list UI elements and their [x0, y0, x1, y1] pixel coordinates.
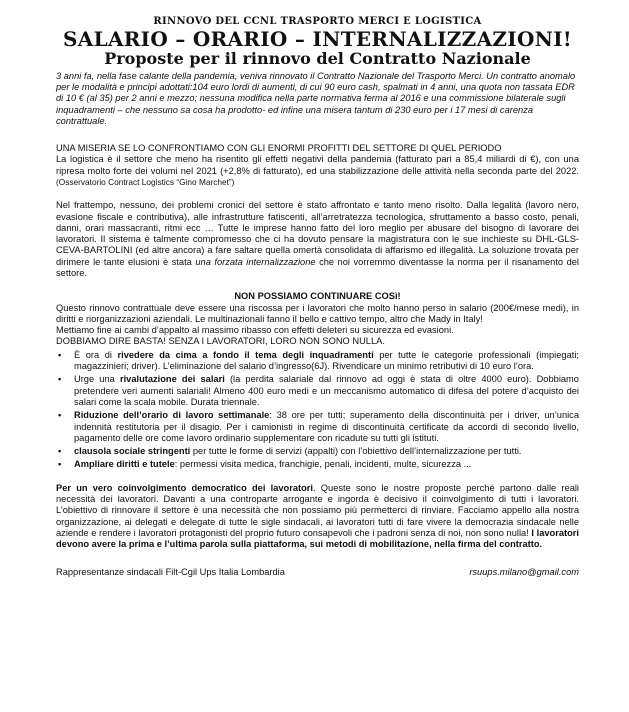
list-item [58, 374, 579, 408]
section2-body [56, 200, 579, 279]
list-item-bold: rivalutazione dei salari [119, 374, 225, 385]
contact-email: rsuups.milano@gmail.com [469, 566, 579, 577]
intro-paragraph: 3 anni fa, nella fase calante della pandemia, veniva rinnovato il Contratto Nazionale del Trasporto Merci. Un contratto anomalo per le modalità e principi adottati:104 euro lordi di aumenti, di cui 90 euro cash, spalmati in 4 anni, una quota non tassata EDR di 10 € (al 35) per 2 anni e mezzo; nessuna modifica nella parte normativa ferma al 2016 e una commissione bilaterale sugli inquadramenti – che nessuno sa cosa ha prodotto- ed infine una misera tantum di 230 euro per i 17 mesi di carenza contrattuale. [56, 71, 576, 126]
section3-heading: NON POSSIAMO CONTINUARE COSì! [234, 291, 401, 302]
list-item-bold: clausola sociale stringenti [74, 446, 191, 457]
section1-text: La logistica è il settore che meno ha risentito gli effetti negativi della pandemia (fatturato pari a 85,4 miliardi di €), con una ripresa molto forte dei volumi nel 2021 (+2,8% di fatturato), ed una stabilizzazione delle attività nella seconda parte del 2022. [56, 154, 579, 176]
bullet-icon: • [58, 446, 62, 457]
page-subtitle: Proposte per il rinnovo del Contratto Nazionale [104, 49, 531, 68]
section3-paragraph-2: Mettiamo fine ai cambi d’appalto al massimo ribasso con effetti deleteri su sicurezza ed evasioni. [56, 325, 454, 336]
section2-text-a: Nel frattempo, nessuno, dei problemi cronici del settore è stato affrontato e tanto meno risolto. Dalla legalità (lavoro nero, evasione fiscale e contributiva), alle infrastrutture fatiscenti, all’arretratezza tecnologica, sfruttamento a basso costo, penali, danni, orari massacranti, ritmi ecc … Tutte le imprese hanno fatto del loro meglio per abusare del bisogno di lavorare dei lavoratori. Il sistema è talmente compromesso che ci ha dovuto pensare la magistratura con le sue inchieste su DHL-GLS-CEVA-BARTOLINI (ed altre ancora) a fare saltare quella omertà consolidata di affarismo ed illegalità. La soluzione trovata per dirimere le tante elusioni è stata [56, 200, 579, 267]
closing-bold-lead: Per un vero coinvolgimento democratico dei lavoratori [56, 482, 313, 493]
list-item-bold: Ampliare diritti e tutele [74, 459, 175, 470]
bullet-icon: • [58, 410, 62, 421]
section3-paragraph-3: DOBBIAMO DIRE BASTA! SENZA I LAVORATORI, LORO NON SONO NULLA. [56, 336, 385, 347]
list-item-bold: Riduzione dell’orario di lavoro settimanale [74, 410, 270, 421]
bullet-icon: • [58, 349, 62, 360]
list-item-text: per tutte le forme di servizi (appalti) con l’obiettivo dell’internalizzazione per tutti. [190, 446, 522, 457]
closing-bold-end: I lavoratori devono avere la prima e l’ultima parola sulla piattaforma, sui metodi di mobilitazione, nella firma del contratto. [56, 527, 579, 550]
list-item [58, 446, 579, 457]
section1-body [56, 154, 579, 188]
closing-text: . Queste sono le nostre proposte perché partono dalle reali necessità dei lavoratori. Davanti a una controparte arrogante e ingorda è decisivo il coinvolgimento di tutti i lavoratori. L’obiettivo di rinnovare il settore è una necessità che non possiamo più permetterci di rinviare. Facciamo appello alla nostra organizzazione, ai delegati e delegate di tutte le sigle sindacali, ai lavoratori tutti di fare vivere la democrazia sindacale nelle aziende e rendere i lavoratori protagonisti del proprio futuro consapevoli che i padroni senza di noi, non sono nulla! [56, 482, 579, 538]
list-item-text: (la perdita salariale dal rinnovo ad oggi è stata di oltre 4000 euro). Dobbiamo pretendere veri aumenti salariali! Almeno 400 euro medi e un meccanismo automatico di difesa del potere d’acquisto dei salari come la scala mobile. Durata triennale. [74, 374, 579, 407]
section2-text-b: che noi vorremmo diventasse la norma per il risanamento del settore. [56, 256, 579, 278]
list-item [58, 349, 579, 373]
header-kicker: RINNOVO DEL CCNL TRASPORTO MERCI E LOGISTICA [153, 16, 482, 27]
signature: Rappresentanze sindacali Filt-Cgil Ups Italia Lombardia [56, 566, 285, 577]
list-item-text: : permessi visita medica, franchigie, penali, incidenti, multe, sicurezza ... [174, 459, 472, 470]
closing-paragraph [56, 483, 579, 551]
list-item [58, 410, 579, 444]
section3-paragraph-1: Questo rinnovo contrattuale deve essere una riscossa per i lavoratori che molto hanno perso in salario (200€/mese medi), in diritti e riorganizzazioni aziendali. Le multinazionali fanno il bello e cattivo tempo, altro che Mady in Italy! [56, 302, 579, 324]
list-item-text: per tutte le categorie professionali (impiegati; magazzinieri; driver). L’eliminazione del salario d’ingresso(6J). Rivendicare un minimo retributivi di 10 euro l’ora. [74, 349, 579, 372]
list-item-text: Urge una [74, 374, 120, 385]
list-item-text: : 38 ore per tutti; superamento della discontinuità per i driver, un’unica indennità restitutoria per il disagio. Per i camionisti in regime di discontinuità certificate da accordi di secondo livello, pagamento delle ore come lavoro ordinario supplementare con ricadute su tutti gli istituti. [74, 410, 579, 443]
section1-source: (Osservatorio Contract Logistics “Gino Marchet”) [56, 176, 235, 187]
section1-heading: UNA MISERIA SE LO CONFRONTIAMO CON GLI ENORMI PROFITTI DEL SETTORE DI QUEL PERIODO [56, 143, 502, 154]
proposals-list [56, 350, 579, 471]
list-item-bold: rivedere da cima a fondo il tema degli inquadramenti [117, 349, 374, 360]
section2-emphasis: una forzata internalizzazione [195, 256, 316, 267]
bullet-icon: • [58, 374, 62, 385]
page-title: SALARIO – ORARIO – INTERNALIZZAZIONI! [63, 27, 572, 51]
list-item-text: È ora di [74, 349, 118, 360]
list-item [58, 459, 579, 470]
bullet-icon: • [58, 459, 62, 470]
footer [56, 567, 579, 577]
